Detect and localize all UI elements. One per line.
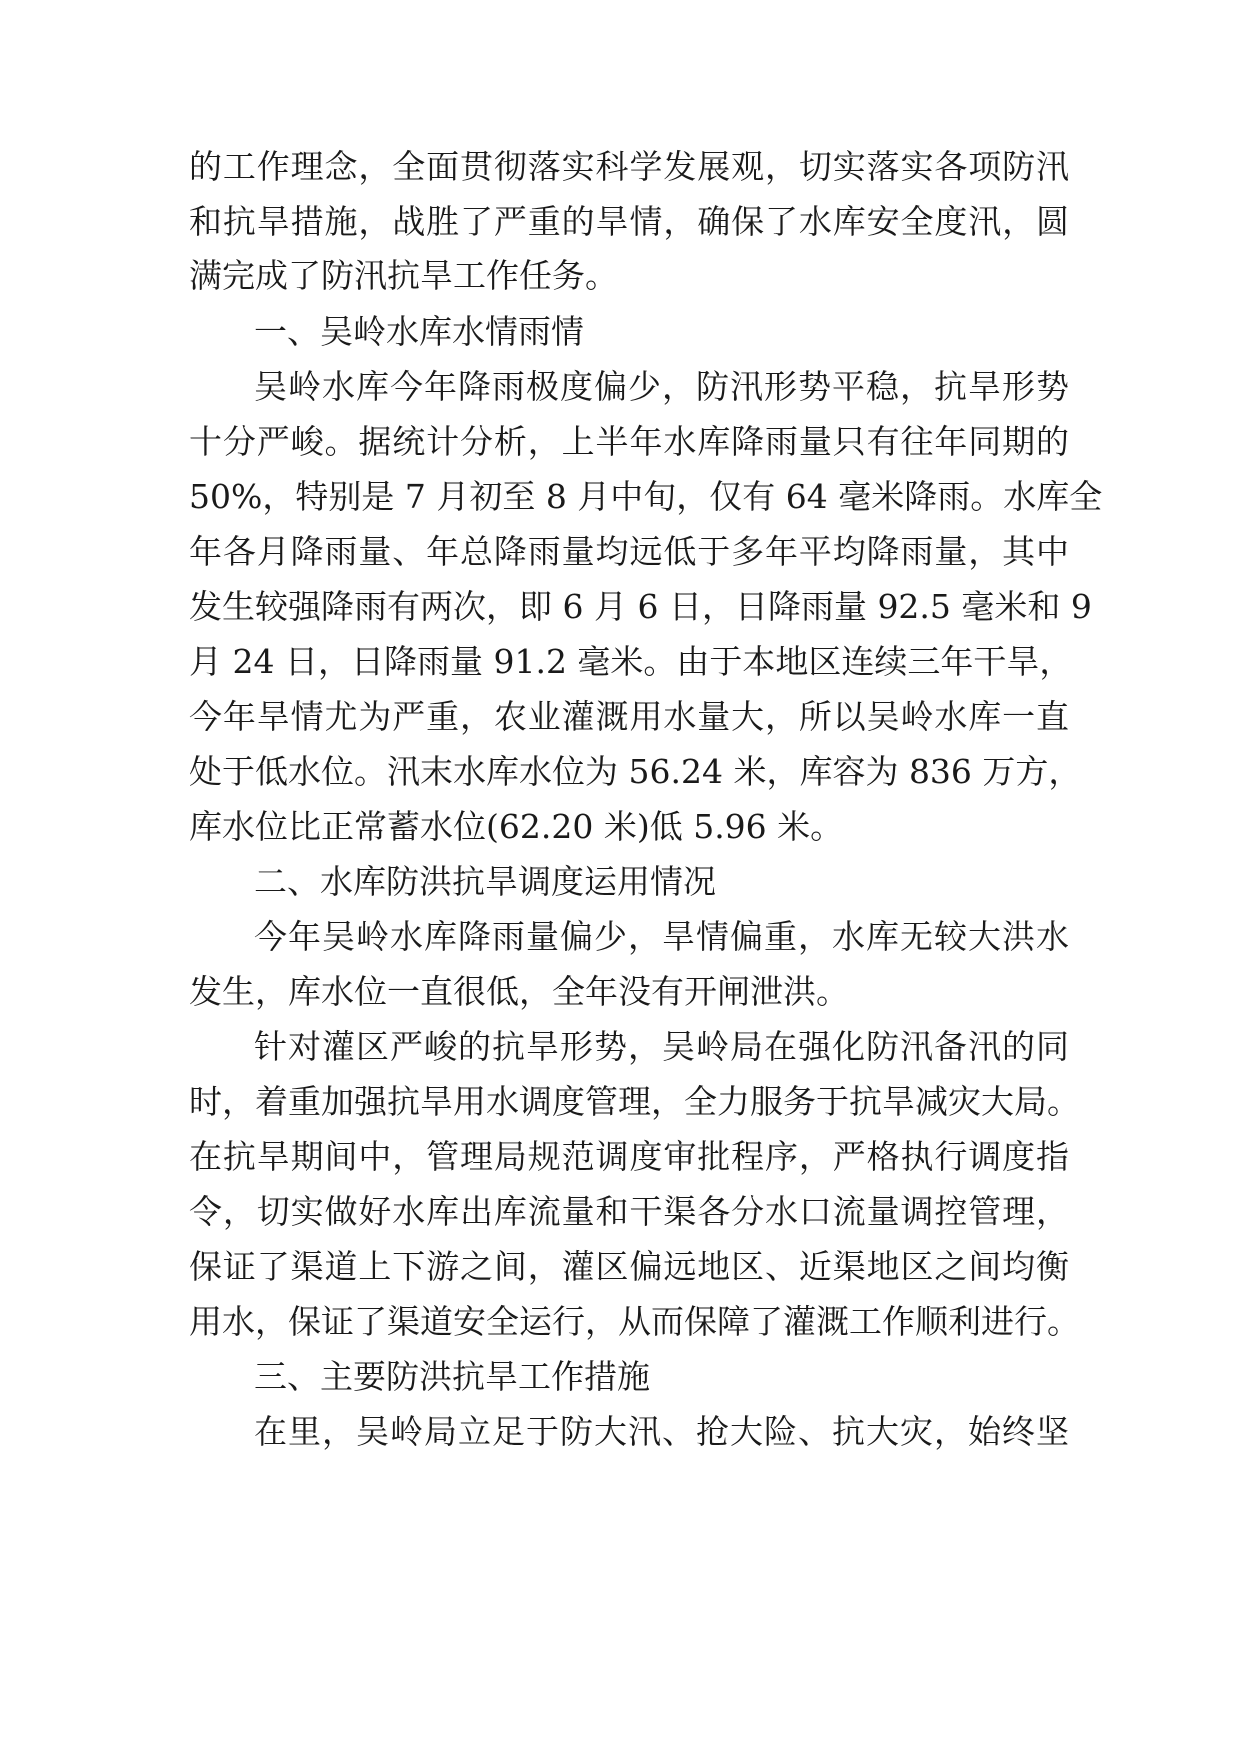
body-text-line: 月 24 日，日降雨量 91.2 毫米。由于本地区连续三年干旱， [189, 642, 1073, 681]
section-heading: 二、水库防洪抗旱调度运用情况 [254, 862, 716, 901]
body-text-line: 处于低水位。汛末水库水位为 56.24 米，库容为 836 万方， [189, 752, 1082, 791]
body-text-line: 吴岭水库今年降雨极度偏少，防汛形势平稳，抗旱形势 [254, 367, 1069, 406]
body-text-line: 十分严峻。据统计分析，上半年水库降雨量只有往年同期的 [189, 422, 1069, 461]
body-text-line: 今年吴岭水库降雨量偏少，旱情偏重，水库无较大洪水 [254, 917, 1069, 956]
body-text-line: 库水位比正常蓄水位(62.20 米)低 5.96 米。 [189, 807, 844, 846]
body-text-line: 保证了渠道上下游之间，灌区偏远地区、近渠地区之间均衡 [189, 1247, 1069, 1286]
body-text-line: 年各月降雨量、年总降雨量均远低于多年平均降雨量，其中 [189, 532, 1069, 571]
section-heading: 三、主要防洪抗旱工作措施 [254, 1357, 650, 1396]
body-text-line: 在里，吴岭局立足于防大汛、抢大险、抗大灾，始终坚 [254, 1412, 1069, 1451]
body-text-line: 发生，库水位一直很低，全年没有开闸泄洪。 [189, 972, 849, 1011]
body-text-line: 和抗旱措施，战胜了严重的旱情，确保了水库安全度汛，圆 [189, 202, 1069, 241]
body-text-line: 50%，特别是 7 月初至 8 月中旬，仅有 64 毫米降雨。水库全 [189, 477, 1103, 516]
body-text-line: 针对灌区严峻的抗旱形势，吴岭局在强化防汛备汛的同 [254, 1027, 1069, 1066]
body-text-line: 令，切实做好水库出库流量和干渠各分水口流量调控管理， [189, 1192, 1069, 1231]
body-text-line: 时，着重加强抗旱用水调度管理，全力服务于抗旱减灾大局。 [189, 1082, 1080, 1121]
body-text-line: 满完成了防汛抗旱工作任务。 [189, 256, 618, 295]
body-text-line: 的工作理念，全面贯彻落实科学发展观，切实落实各项防汛 [189, 147, 1069, 186]
body-text-line: 用水，保证了渠道安全运行，从而保障了灌溉工作顺利进行。 [189, 1302, 1080, 1341]
section-heading: 一、吴岭水库水情雨情 [254, 312, 584, 351]
body-text-line: 在抗旱期间中，管理局规范调度审批程序，严格执行调度指 [189, 1137, 1069, 1176]
body-text-line: 今年旱情尤为严重，农业灌溉用水量大，所以吴岭水库一直 [189, 697, 1069, 736]
body-text-line: 发生较强降雨有两次，即 6 月 6 日，日降雨量 92.5 毫米和 9 [189, 587, 1092, 626]
